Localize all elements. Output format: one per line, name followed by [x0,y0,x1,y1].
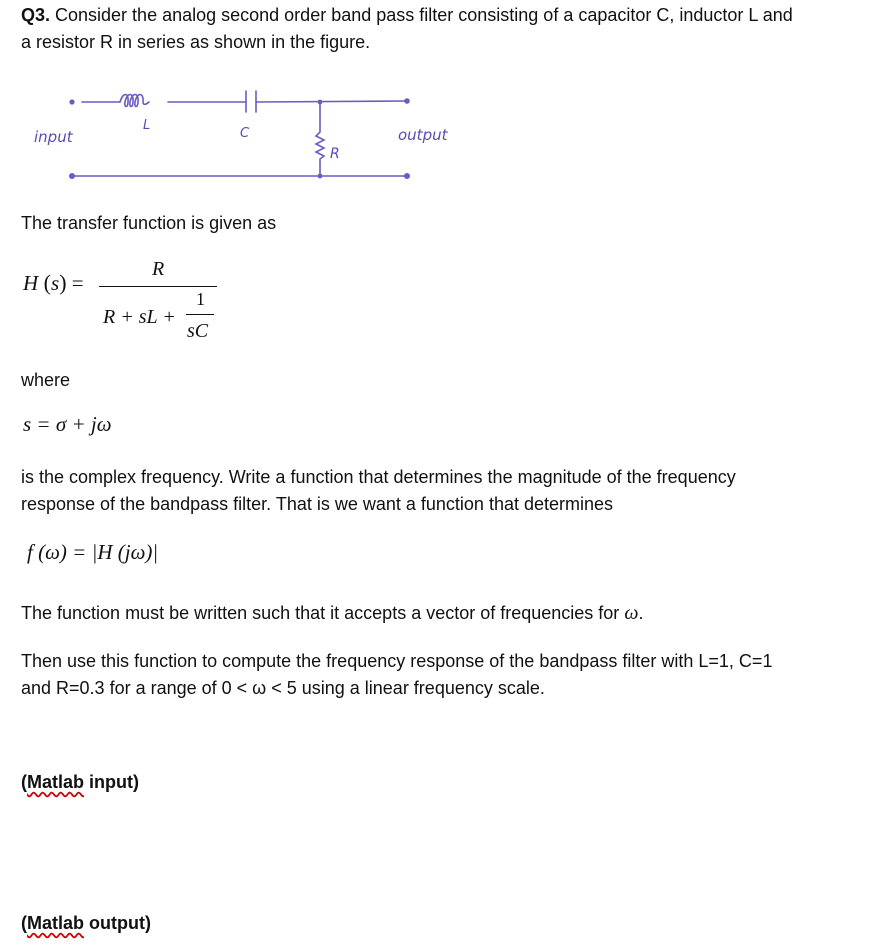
question-line-2: a resistor R in series as shown in the figure. [21,32,371,52]
input-label: input [34,128,73,146]
inner-denominator: sC [187,320,209,342]
question-number: Q3. [21,5,51,25]
inner-fraction-bar [186,314,214,315]
paragraph-2: The function must be written such that it accepts a vector of frequencies for ω. [21,602,644,624]
input-terminal-bottom [69,173,75,179]
input-matlab-word: Matlab [27,772,85,792]
resistor-label: R [330,146,340,162]
input-open-paren: ( [21,772,27,792]
omega-symbol: ω [624,602,639,624]
inductor-label: L [143,118,151,133]
denominator-prefix: R + sL + [103,306,176,328]
main-fraction-bar [99,286,217,287]
resistor-branch [316,102,324,175]
question-text-1: Consider the analog second order band pass filter consisting of a capacitor C, inductor L and [50,5,793,25]
junction-top [318,100,323,105]
matlab-input-heading [21,769,139,796]
input-terminal-top [69,99,74,104]
transfer-intro: The transfer function is given as [21,213,277,233]
output-terminal-bottom [404,173,410,179]
paragraph-1-line-2: response of the bandpass filter. That is we want a function that determines [21,494,614,514]
numerator: R [152,258,165,280]
transfer-equation [0,255,260,350]
paragraph-2-text: The function must be written such that it accepts a vector of frequencies for [21,603,620,623]
input-heading-rest: input) [84,772,139,792]
question-line-1 [21,2,793,29]
output-terminal-top [404,98,410,104]
top-wire-right [256,101,405,102]
output-open-paren: ( [21,913,27,933]
paragraph-3-line-1: Then use this function to compute the frequency response of the bandpass filter with L=1, C=1 [21,651,773,671]
paragraph-1-line-1: is the complex frequency. Write a function that determines the magnitude of the frequency [21,467,736,487]
matlab-output-heading [21,910,151,937]
output-heading-rest: output) [84,913,151,933]
paragraph-3-line-2: and R=0.3 for a range of 0 < ω < 5 using a linear frequency scale. [21,678,545,698]
output-matlab-word: Matlab [27,913,85,933]
output-label: output [398,126,448,144]
transfer-lhs-symbol: H [23,271,39,295]
circuit-diagram [0,80,480,195]
junction-bottom [318,174,323,179]
where-label: where [21,370,71,390]
transfer-lhs: H (s) = [23,270,84,295]
where-equation: s = σ + jω [23,412,112,436]
magnitude-equation: f (ω) = |H (jω)| [27,540,159,564]
transfer-lhs-arg: s [51,271,60,295]
capacitor-label: C [240,126,250,141]
inductor-coil [120,95,149,107]
inner-numerator: 1 [196,289,205,309]
